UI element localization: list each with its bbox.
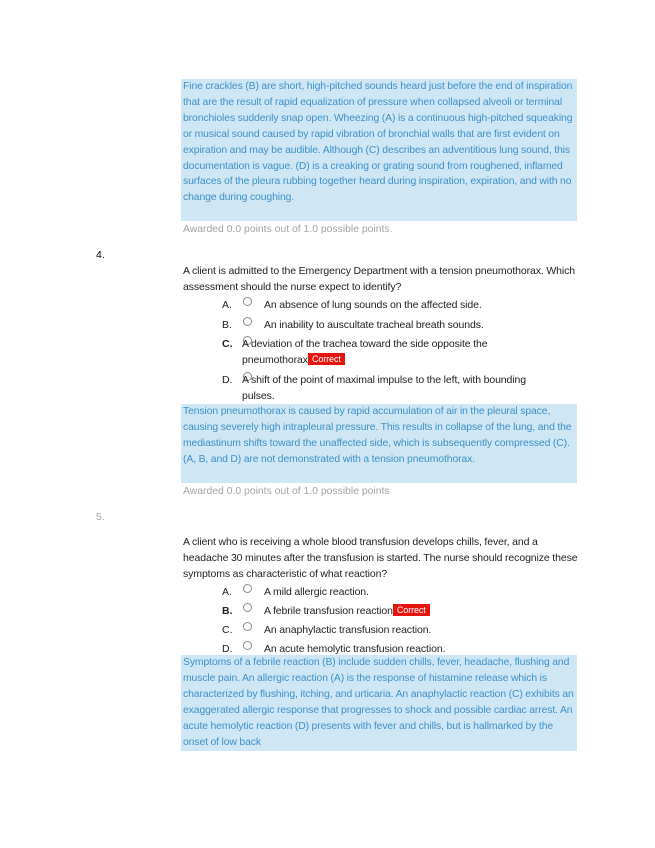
- q4-option-a[interactable]: [222, 298, 522, 314]
- option-letter: C.: [222, 338, 233, 350]
- option-text: A febrile transfusion reaction: [264, 605, 393, 617]
- q5-number: 5.: [96, 511, 105, 523]
- radio-icon[interactable]: [243, 584, 252, 593]
- q4-award: Awarded 0.0 points out of 1.0 possible points: [183, 486, 390, 497]
- option-letter: A.: [222, 586, 232, 598]
- q5-rationale: Symptoms of a febrile reaction (B) include sudden chills, fever, headache, flushing and muscle pain. An allergic reaction (A) is the response of histamine release which is characterized by flushing, itching, and urticaria. An anaphylactic reaction (C) exhibits an exaggerated allergic response that progresses to shock and possible cardiac arrest. An acute hemolytic reaction (D) presents with fever and chills, but is hallmarked by the onset of low back: [181, 655, 577, 751]
- q5-stem: A client who is receiving a whole blood transfusion develops chills, fever, and a headache 30 minutes after the transfusion is started. The nurse should recognize these symptoms as characteristic of what reaction?: [183, 536, 578, 580]
- q4-rationale: Tension pneumothorax is caused by rapid accumulation of air in the pleural space, causing severely high intrapleural pressure. This results in collapse of the lung, and the mediastinum shifts toward the unaffected side, which is subsequently compressed (C). (A, B, and D) are not demonstrated with a tension pneumothorax.: [181, 404, 577, 483]
- radio-icon[interactable]: [243, 641, 252, 650]
- option-text: An acute hemolytic transfusion reaction.: [264, 643, 446, 655]
- radio-icon[interactable]: [243, 317, 252, 326]
- option-letter: D.: [222, 643, 233, 655]
- option-text: A mild allergic reaction.: [264, 586, 369, 598]
- correct-badge: Correct: [308, 353, 345, 365]
- option-letter: D.: [222, 374, 233, 386]
- option-text-cont: [264, 604, 430, 620]
- option-text: An absence of lung sounds on the affected side.: [264, 299, 482, 311]
- option-text: An anaphylactic transfusion reaction.: [264, 624, 432, 636]
- q5-option-b[interactable]: [222, 604, 522, 620]
- q4-stem: A client is admitted to the Emergency Department with a tension pneumothorax. Which assessment should the nurse expect to identify?: [183, 265, 576, 293]
- option-letter: B.: [222, 605, 233, 617]
- radio-icon[interactable]: [243, 297, 252, 306]
- option-text: A deviation of the trachea toward the side opposite the: [242, 338, 488, 350]
- radio-icon[interactable]: [243, 603, 252, 612]
- option-text-line2: pneumothorax: [242, 354, 308, 366]
- q4-option-d[interactable]: [222, 373, 562, 405]
- q4-option-c[interactable]: [222, 337, 552, 369]
- option-letter: C.: [222, 624, 233, 636]
- option-text-cont: [242, 353, 345, 369]
- option-letter: B.: [222, 319, 232, 331]
- option-text: An inability to auscultate tracheal breath sounds.: [264, 319, 484, 331]
- q3-award: Awarded 0.0 points out of 1.0 possible points.: [183, 224, 393, 235]
- q4-option-b[interactable]: [222, 318, 522, 334]
- option-text-line2: pulses.: [242, 390, 275, 402]
- option-text: A shift of the point of maximal impulse to the left, with bounding: [242, 374, 526, 386]
- option-letter: A.: [222, 299, 232, 311]
- q5-option-c[interactable]: [222, 623, 522, 639]
- q5-option-a[interactable]: [222, 585, 522, 601]
- radio-icon[interactable]: [243, 622, 252, 631]
- q3-rationale: Fine crackles (B) are short, high-pitched sounds heard just before the end of inspiration that are the result of rapid equalization of pressure when collapsed alveoli or terminal bronchioles suddenly snap open. Wheezing (A) is a continuous high-pitched squeaking or musical sound caused by rapid vibration of bronchial walls that are first evident on expiration and may be audible. Although (C) describes an adventitious lung sound, this documentation is vague. (D) is a creaking or grating sound from roughened, inflamed surfaces of the pleura rubbing together heard during inspiration, expiration, and with no change during coughing.: [181, 79, 577, 221]
- q4-number: 4.: [96, 249, 105, 261]
- correct-badge: Correct: [393, 604, 430, 616]
